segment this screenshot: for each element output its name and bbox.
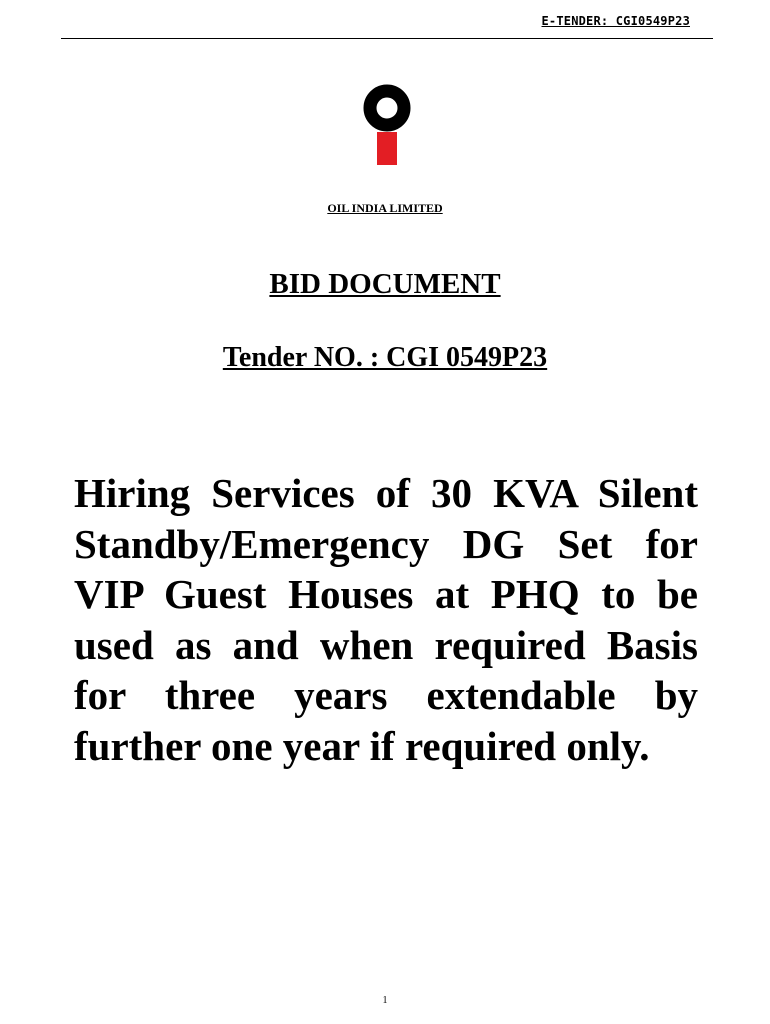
oil-india-logo-icon <box>360 84 414 166</box>
page-number: 1 <box>382 995 388 1006</box>
document-title: BID DOCUMENT <box>269 268 501 300</box>
header-tender-reference: E-TENDER: CGI0549P23 <box>541 14 690 28</box>
tender-number: Tender NO. : CGI 0549P23 <box>222 342 548 373</box>
company-name: OIL INDIA LIMITED <box>327 201 443 215</box>
logo-ring <box>370 91 404 125</box>
header-divider <box>61 38 713 39</box>
tender-description: Hiring Services of 30 KVA Silent Standby/Emergency DG Set for VIP Guest Houses at PHQ to be used as and when required Basis for three years extendable by further one year if required only. <box>74 470 698 769</box>
logo-stem <box>377 132 397 165</box>
